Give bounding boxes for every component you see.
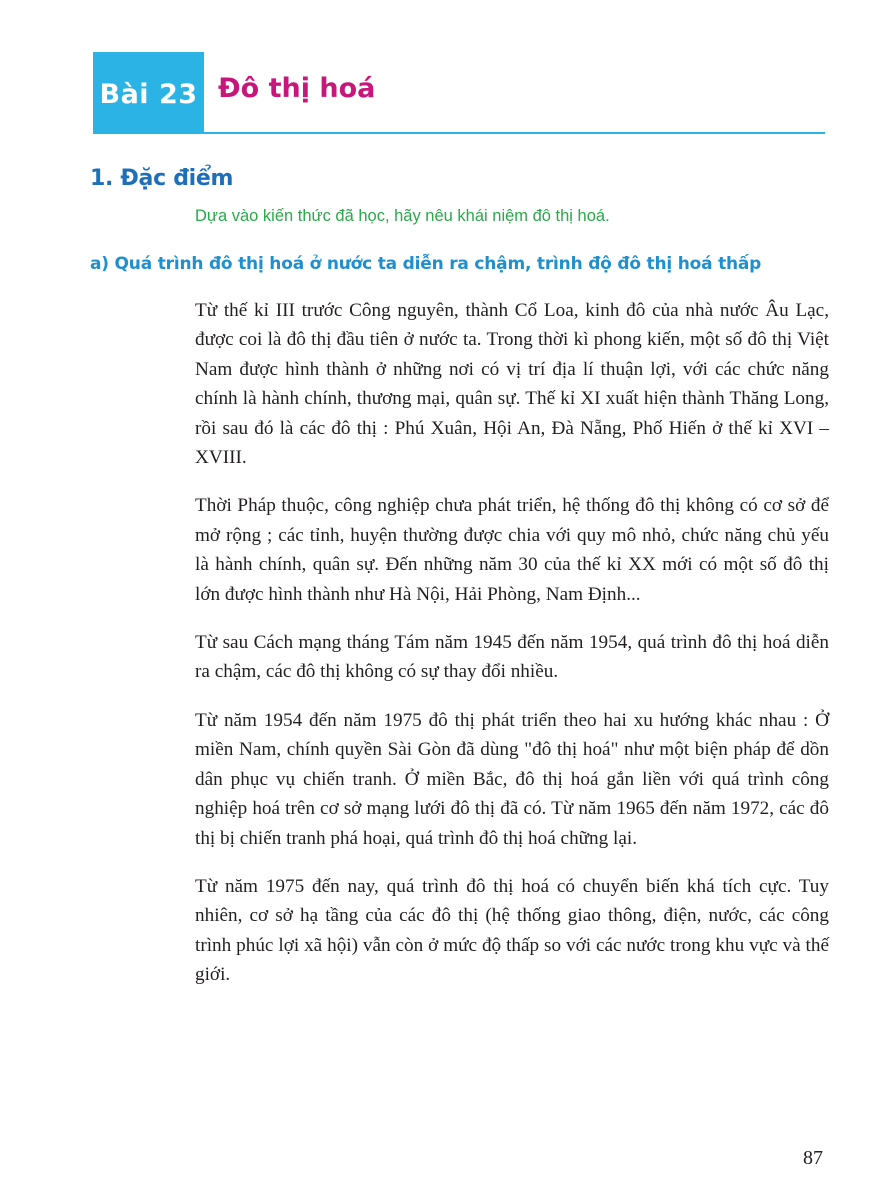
lesson-badge: Bài 23 [93,52,204,134]
paragraph: Từ sau Cách mạng tháng Tám năm 1945 đến năm 1954, quá trình đô thị hoá diễn ra chậm, các đô thị không có sự thay đổi nhiều. [195,632,829,683]
page-number: 87 [803,1147,823,1169]
body-text [195,296,829,1009]
paragraph: Thời Pháp thuộc, công nghiệp chưa phát triển, hệ thống đô thị không có cơ sở để mở rộng ; các tỉnh, huyện thường được chia với quy mô nhỏ, chức năng chủ yếu là hành chính, quân sự. Đến những năm 30 của thế kỉ XX mới có một số đô thị lớn được hình thành như Hà Nội, Hải Phòng, Nam Định... [195,495,829,605]
paragraph: Từ năm 1975 đến nay, quá trình đô thị hoá có chuyển biến khá tích cực. Tuy nhiên, cơ sở hạ tầng của các đô thị (hệ thống giao thông, điện, nước, các công trình phúc lợi xã hội) vẫn còn ở mức độ thấp so với các nước trong khu vực và thế giới. [195,875,829,986]
question-prompt: Dựa vào kiến thức đã học, hãy nêu khái niệm đô thị hoá. [195,207,610,225]
paragraph: Từ thế kỉ III trước Công nguyên, thành Cổ Loa, kinh đô của nhà nước Âu Lạc, được coi là đô thị đầu tiên ở nước ta. Trong thời kì phong kiến, một số đô thị Việt Nam được hình thành ở những nơi có vị trí địa lí thuận lợi, với các chức năng chính là hành chính, thương mại, quân sự. Thế kỉ XI xuất hiện thành Thăng Long, rồi sau đó là các đô thị : Phú Xuân, Hội An, Đà Nẵng, Phố Hiến ở thế kỉ XVI – XVIII. [195,300,829,469]
lesson-title: Đô thị hoá [218,73,376,104]
section-heading: 1. Đặc điểm [90,166,234,191]
subsection-heading: a) Quá trình đô thị hoá ở nước ta diễn ra chậm, trình độ đô thị hoá thấp [90,254,762,274]
paragraph: Từ năm 1954 đến năm 1975 đô thị phát triển theo hai xu hướng khác nhau : Ở miền Nam, chính quyền Sài Gòn đã dùng "đô thị hoá" như một biện pháp để dồn dân phục vụ chiến tranh. Ở miền Bắc, đô thị hoá gắn liền với quá trình công nghiệp hoá trên cơ sở mạng lưới đô thị đã có. Từ năm 1965 đến năm 1972, các đô thị bị chiến tranh phá hoại, quá trình đô thị hoá chững lại. [195,709,829,849]
title-underline [204,132,825,134]
